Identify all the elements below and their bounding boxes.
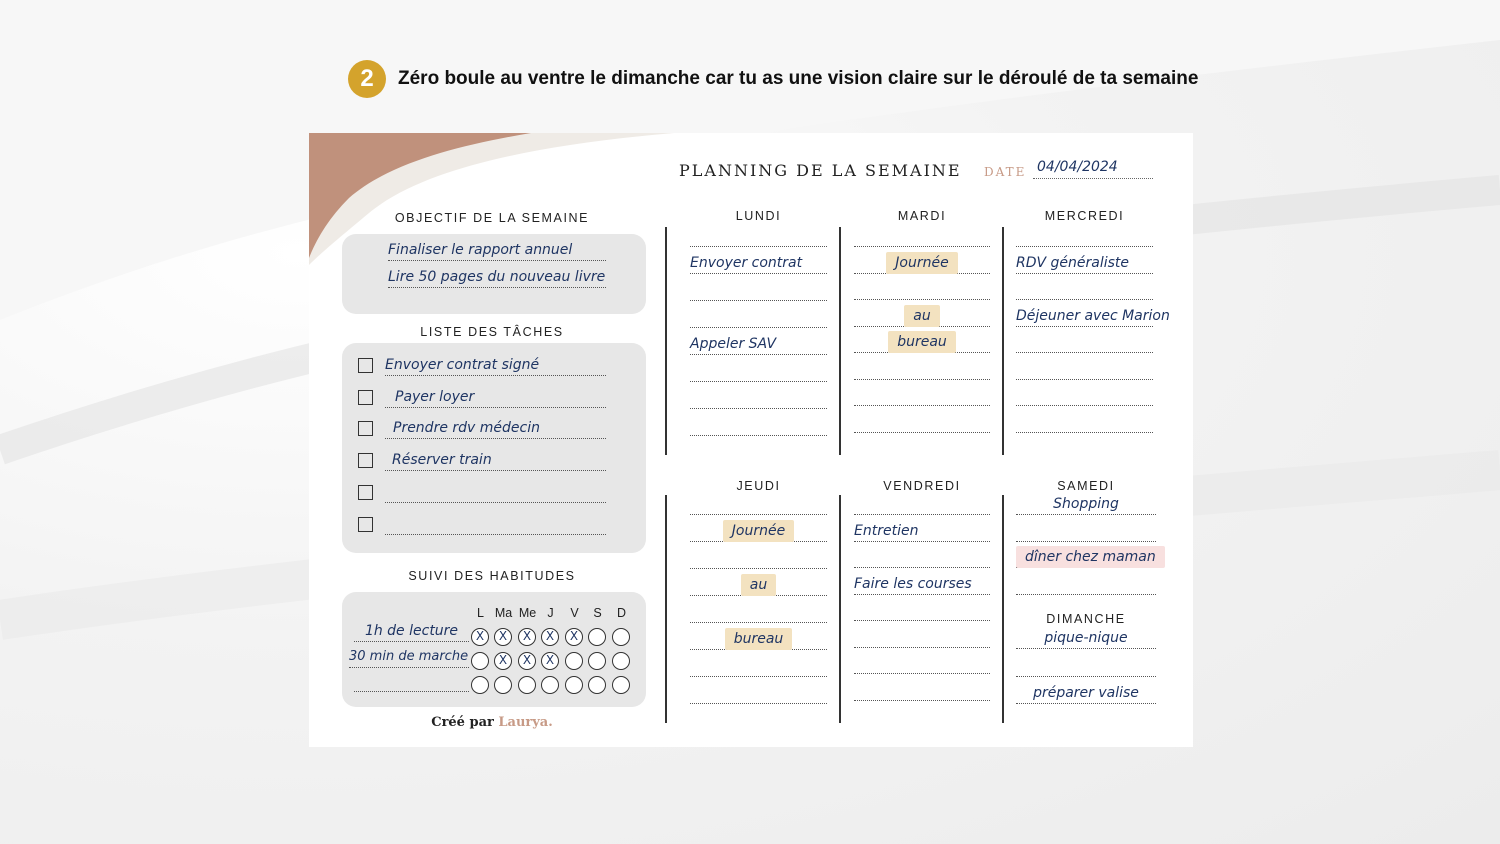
column-divider	[665, 227, 667, 455]
habit-check-empty[interactable]	[588, 652, 606, 670]
day-entry-line[interactable]	[1016, 331, 1153, 353]
objective-line[interactable]: Finaliser le rapport annuel	[388, 239, 606, 261]
habit-check-empty[interactable]	[588, 628, 606, 646]
day-entry-line[interactable]	[854, 599, 990, 621]
task-line[interactable]	[385, 513, 606, 535]
day-entry-line[interactable]: Déjeuner avec Marion	[1016, 305, 1153, 327]
habit-check-empty[interactable]	[471, 676, 489, 694]
task-line[interactable]: Payer loyer	[385, 386, 606, 408]
task-line[interactable]	[385, 481, 606, 503]
task-checkbox[interactable]	[358, 453, 373, 468]
habit-check-empty[interactable]	[494, 676, 512, 694]
day-entry-line[interactable]	[854, 358, 990, 380]
day-entry-line[interactable]: RDV généraliste	[1016, 252, 1153, 274]
day-entry-line[interactable]	[690, 682, 827, 704]
day-entry-line[interactable]	[854, 411, 990, 433]
day-entry-line[interactable]	[690, 655, 827, 677]
habits-label: SUIVI DES HABITUDES	[408, 569, 576, 583]
habit-check-done[interactable]: X	[541, 652, 559, 670]
day-entry-line[interactable]: préparer valise	[1016, 682, 1156, 704]
habit-check-empty[interactable]	[565, 652, 583, 670]
habit-check-done[interactable]: X	[518, 628, 536, 646]
step-header	[348, 60, 1198, 98]
credit-footer: Créé par Laurya.	[431, 715, 553, 730]
day-entry-line[interactable]	[690, 360, 827, 382]
habit-check-empty[interactable]	[518, 676, 536, 694]
date-field[interactable]: 04/04/2024	[1033, 159, 1153, 179]
day-header: V	[570, 606, 579, 620]
day-entry-line[interactable]	[854, 546, 990, 568]
habit-check-done[interactable]: X	[494, 628, 512, 646]
day-entry-line[interactable]	[854, 626, 990, 648]
day-entry-line[interactable]	[1016, 411, 1153, 433]
day-entry-line[interactable]	[1016, 655, 1156, 677]
weekly-planner-sheet	[309, 133, 1193, 747]
day-entry-line[interactable]	[1016, 278, 1153, 300]
habit-check-empty[interactable]	[471, 652, 489, 670]
task-line[interactable]: Réserver train	[385, 449, 606, 471]
day-entry-line[interactable]	[1016, 384, 1153, 406]
column-divider	[1002, 227, 1004, 455]
habit-name[interactable]: 1h de lecture	[354, 620, 469, 642]
day-header: J	[547, 606, 554, 620]
task-checkbox[interactable]	[358, 421, 373, 436]
habit-check-empty[interactable]	[588, 676, 606, 694]
date-label: DATE	[984, 165, 1027, 179]
day-entry-line[interactable]	[1016, 520, 1156, 542]
day-entry-line[interactable]: Journée	[690, 520, 827, 542]
task-line[interactable]: Prendre rdv médecin	[385, 417, 606, 439]
day-entry-line[interactable]: Appeler SAV	[690, 333, 827, 355]
planner-title: PLANNING DE LA SEMAINE	[679, 161, 962, 180]
day-entry-line[interactable]	[690, 387, 827, 409]
day-label-samedi: SAMEDI	[1057, 479, 1115, 493]
day-label-mercredi: MERCREDI	[1044, 209, 1125, 223]
task-checkbox[interactable]	[358, 517, 373, 532]
day-header: Ma	[494, 606, 513, 620]
day-label-lundi: LUNDI	[735, 209, 782, 223]
day-entry-line[interactable]	[690, 493, 827, 515]
column-divider	[839, 227, 841, 455]
day-header: Me	[518, 606, 537, 620]
habit-check-done[interactable]: X	[518, 652, 536, 670]
day-entry-line[interactable]: Journée	[854, 252, 990, 274]
day-label-jeudi: JEUDI	[736, 479, 781, 493]
day-label-dimanche: DIMANCHE	[1046, 612, 1126, 626]
habit-check-done[interactable]: X	[565, 628, 583, 646]
task-checkbox[interactable]	[358, 390, 373, 405]
day-entry-line[interactable]	[1016, 358, 1153, 380]
day-entry-line[interactable]: Shopping	[1016, 493, 1156, 515]
headline: Zéro boule au ventre le dimanche car tu as une vision claire sur le déroulé de ta semaine	[398, 68, 1199, 89]
task-checkbox[interactable]	[358, 485, 373, 500]
habit-check-empty[interactable]	[565, 676, 583, 694]
objectives-label: OBJECTIF DE LA SEMAINE	[394, 211, 590, 225]
day-entry-line[interactable]	[1016, 573, 1156, 595]
day-header: S	[593, 606, 602, 620]
day-entry-line[interactable]: Faire les courses	[854, 573, 990, 595]
day-entry-line[interactable]: au	[854, 305, 990, 327]
day-entry-line[interactable]	[690, 225, 827, 247]
step-number-badge: 2	[348, 60, 386, 98]
habit-name[interactable]: 30 min de marche	[349, 646, 469, 668]
habit-check-empty[interactable]	[612, 652, 630, 670]
day-entry-line[interactable]: Entretien	[854, 520, 990, 542]
day-entry-line[interactable]	[854, 384, 990, 406]
column-divider	[1002, 495, 1004, 723]
day-label-vendredi: VENDREDI	[883, 479, 961, 493]
task-checkbox[interactable]	[358, 358, 373, 373]
habit-check-done[interactable]: X	[471, 628, 489, 646]
habit-name[interactable]	[354, 670, 469, 692]
day-header: D	[616, 606, 627, 620]
day-header: L	[477, 606, 484, 620]
day-entry-line[interactable]: Envoyer contrat	[690, 252, 827, 274]
day-entry-line[interactable]: bureau	[690, 628, 827, 650]
day-entry-line[interactable]	[690, 279, 827, 301]
day-entry-line[interactable]: au	[690, 574, 827, 596]
day-entry-line[interactable]	[1016, 225, 1153, 247]
habit-check-empty[interactable]	[612, 628, 630, 646]
day-entry-line[interactable]	[690, 601, 827, 623]
column-divider	[839, 495, 841, 723]
day-entry-line[interactable]	[690, 414, 827, 436]
day-label-mardi: MARDI	[897, 209, 947, 223]
day-entry-line[interactable]	[854, 493, 990, 515]
day-entry-line[interactable]	[854, 652, 990, 674]
day-entry-line[interactable]: dîner chez maman	[1016, 546, 1156, 568]
day-entry-line[interactable]: bureau	[854, 331, 990, 353]
habit-check-empty[interactable]	[612, 676, 630, 694]
day-entry-line[interactable]	[690, 306, 827, 328]
day-entry-line[interactable]	[854, 225, 990, 247]
objective-line[interactable]: Lire 50 pages du nouveau livre	[388, 266, 606, 288]
habit-check-done[interactable]: X	[494, 652, 512, 670]
day-entry-line[interactable]: pique-nique	[1016, 627, 1156, 649]
day-entry-line[interactable]	[854, 278, 990, 300]
tasks-label: LISTE DES TÂCHES	[420, 325, 564, 339]
column-divider	[665, 495, 667, 723]
day-entry-line[interactable]	[854, 679, 990, 701]
habit-check-done[interactable]: X	[541, 628, 559, 646]
habit-check-empty[interactable]	[541, 676, 559, 694]
day-entry-line[interactable]	[690, 547, 827, 569]
task-line[interactable]: Envoyer contrat signé	[385, 354, 606, 376]
